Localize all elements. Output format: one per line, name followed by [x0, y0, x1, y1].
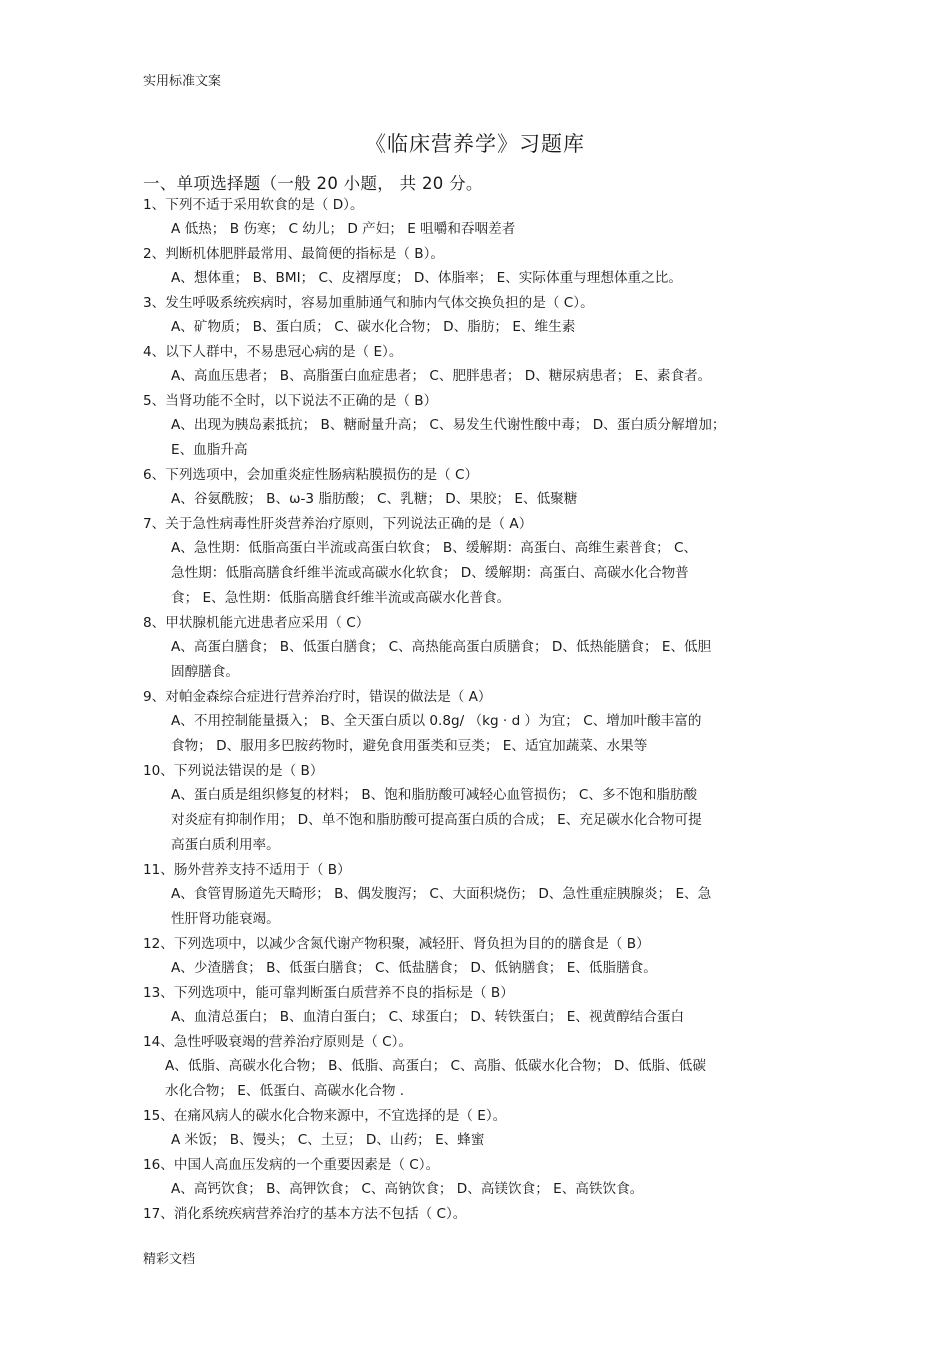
- section-heading: 一、单项选择题（一般 20 小题， 共 20 分。: [143, 174, 483, 193]
- question-options: 固醇膳食。: [171, 664, 239, 680]
- question-stem: 7、关于急性病毒性肝炎营养治疗原则，下列说法正确的是（ A）: [143, 516, 533, 532]
- question-item: [143, 611, 823, 685]
- question-options: 水化合物； E、低蛋白、高碳水化合物 .: [165, 1083, 405, 1099]
- question-stem: 3、发生呼吸系统疾病时，容易加重肺通气和肺内气体交换负担的是（ C）。: [143, 295, 594, 311]
- question-item: [143, 981, 823, 1030]
- question-item: [143, 1104, 823, 1153]
- question-stem: 14、急性呼吸衰竭的营养治疗原则是（ C）。: [143, 1034, 412, 1050]
- question-stem: 13、下列选项中，能可靠判断蛋白质营养不良的指标是（ B）: [143, 985, 514, 1001]
- question-stem: 1、下列不适于采用软食的是（ D）。: [143, 197, 364, 213]
- question-item: [143, 759, 823, 858]
- question-options: A、少渣膳食； B、低蛋白膳食； C、低盐膳食； D、低钠膳食； E、低脂膳食。: [171, 960, 657, 976]
- question-options: E、血脂升高: [171, 442, 248, 458]
- question-options: 对炎症有抑制作用； D、单不饱和脂肪酸可提高蛋白质的合成； E、充足碳水化合物可提: [171, 812, 702, 828]
- question-stem: 6、下列选项中，会加重炎症性肠病粘膜损伤的是（ C）: [143, 467, 479, 483]
- question-stem: 5、当肾功能不全时，以下说法不正确的是（ B）: [143, 393, 438, 409]
- question-options: 性肝肾功能衰竭。: [171, 911, 280, 927]
- question-options: 急性期：低脂高膳食纤维半流或高碳水化软食； D、缓解期：高蛋白、高碳水化合物普: [171, 565, 689, 581]
- page-header: 实用标准文案: [143, 74, 222, 89]
- question-options: A、高钙饮食； B、高钾饮食； C、高钠饮食； D、高镁饮食； E、高铁饮食。: [171, 1181, 644, 1197]
- question-options: A、蛋白质是组织修复的材料； B、饱和脂肪酸可减轻心血管损伤； C、多不饱和脂肪酸: [171, 787, 698, 803]
- question-options: A、矿物质； B、蛋白质； C、碳水化合物； D、脂肪； E、维生素: [171, 319, 576, 335]
- document-title: 《临床营养学》习题库: [365, 132, 585, 156]
- question-options: A、急性期：低脂高蛋白半流或高蛋白软食； B、缓解期：高蛋白、高维生素普食； C、: [171, 540, 698, 556]
- question-list: [143, 193, 823, 1226]
- question-options: A 米饭； B、馒头； C、土豆； D、山药； E、蜂蜜: [171, 1132, 485, 1148]
- question-item: [143, 242, 823, 291]
- question-stem: 4、以下人群中，不易患冠心病的是（ E）。: [143, 344, 403, 360]
- page-footer: 精彩文档: [143, 1252, 196, 1267]
- question-options: A 低热； B 伤寒； C 幼儿； D 产妇； E 咀嚼和吞咽差者: [171, 221, 516, 237]
- question-item: [143, 1153, 823, 1202]
- question-stem: 10、下列说法错误的是（ B）: [143, 763, 324, 779]
- question-options: A、血清总蛋白； B、血清白蛋白； C、球蛋白； D、转铁蛋白； E、视黄醇结合蛋白: [171, 1009, 685, 1025]
- question-item: [143, 512, 823, 611]
- question-stem: 15、在痛风病人的碳水化合物来源中，不宜选择的是（ E）。: [143, 1108, 507, 1124]
- question-options: A、出现为胰岛素抵抗； B、糖耐量升高； C、易发生代谢性酸中毒； D、蛋白质分解增加；: [171, 417, 726, 433]
- question-stem: 2、判断机体肥胖最常用、最简便的指标是（ B）。: [143, 246, 444, 262]
- question-options: A、低脂、高碳水化合物； B、低脂、高蛋白； C、高脂、低碳水化合物； D、低脂、低碳: [165, 1058, 706, 1074]
- question-options: 食物； D、服用多巴胺药物时，避免食用蛋类和豆类； E、适宜加蔬菜、水果等: [171, 738, 648, 754]
- question-item: [143, 1202, 823, 1226]
- question-item: [143, 340, 823, 389]
- question-stem: 12、下列选项中，以减少含氮代谢产物积聚，减轻肝、肾负担为目的的膳食是（ B）: [143, 936, 650, 952]
- question-options: 食； E、急性期：低脂高膳食纤维半流或高碳水化普食。: [171, 590, 511, 606]
- question-options: A、高蛋白膳食； B、低蛋白膳食； C、高热能高蛋白质膳食； D、低热能膳食； E、低胆: [171, 639, 712, 655]
- question-item: [143, 291, 823, 340]
- question-options: A、谷氨酰胺； B、ω-3 脂肪酸； C、乳糖； D、果胶； E、低聚糖: [171, 491, 578, 507]
- question-stem: 8、甲状腺机能亢进患者应采用（ C）: [143, 615, 370, 631]
- question-item: [143, 389, 823, 463]
- question-item: [143, 932, 823, 981]
- question-item: [143, 858, 823, 932]
- question-options: A、不用控制能量摄入； B、全天蛋白质以 0.8g/ （kg · d ）为宜； C、增加叶酸丰富的: [171, 713, 702, 729]
- question-stem: 17、消化系统疾病营养治疗的基本方法不包括（ C）。: [143, 1206, 467, 1222]
- question-item: [143, 685, 823, 759]
- question-stem: 9、对帕金森综合症进行营养治疗时，错误的做法是（ A）: [143, 689, 492, 705]
- question-stem: 16、中国人高血压发病的一个重要因素是（ C）。: [143, 1157, 440, 1173]
- question-options: 高蛋白质利用率。: [171, 837, 280, 853]
- question-stem: 11、肠外营养支持不适用于（ B）: [143, 862, 351, 878]
- question-item: [143, 463, 823, 512]
- question-options: A、想体重； B、BMI； C、皮褶厚度； D、体脂率； E、实际体重与理想体重之比。: [171, 270, 682, 286]
- question-item: [143, 193, 823, 242]
- question-options: A、高血压患者； B、高脂蛋白血症患者； C、肥胖患者； D、糖尿病患者； E、素食者。: [171, 368, 712, 384]
- question-item: [143, 1030, 823, 1104]
- question-options: A、食管胃肠道先天畸形； B、偶发腹泻； C、大面积烧伤； D、急性重症胰腺炎； E、急: [171, 886, 712, 902]
